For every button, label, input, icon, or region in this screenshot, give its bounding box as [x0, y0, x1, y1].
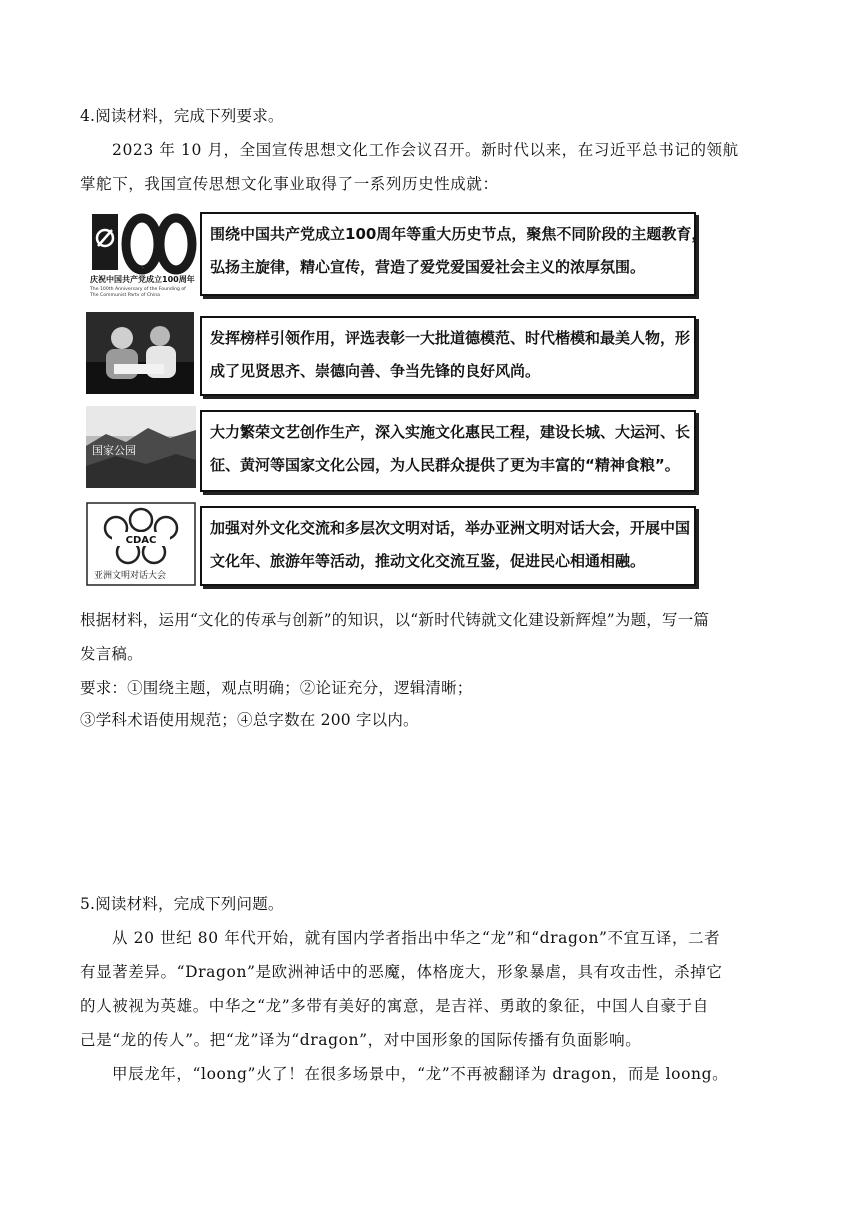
centenary-caption-en-2: The Communist Party of China: [90, 293, 160, 296]
achievement-3-line-1: 大力繁荣文艺创作生产，深入实施文化惠民工程，建设长城、大运河、长: [210, 423, 691, 441]
centenary-logo-image: [86, 208, 198, 296]
achievement-text-box-3: [200, 410, 696, 492]
achievement-2-line-2: 成了见贤思齐、崇德向善、争当先锋的良好风尚。: [210, 362, 541, 380]
question-5-paragraph-1-line-3: 的人被视为英雄。中华之“龙”多带有美好的寓意，是吉祥、勇敢的象征，中国人自豪于自: [80, 997, 709, 1015]
role-models-photo: [86, 312, 194, 394]
centenary-caption: 庆祝中国共产党成立100周年: [90, 275, 195, 284]
question-4-intro-line-1: 2023 年 10 月，全国宣传思想文化工作会议召开。新时代以来，在习近平总书记的领航: [112, 141, 739, 159]
achievement-row-4: [86, 502, 706, 590]
cdac-logo-image: [86, 502, 196, 586]
centenary-number: 100: [142, 268, 144, 269]
achievement-row-2: [86, 312, 706, 402]
achievement-2-line-1: 发挥榜样引领作用，评选表彰一大批道德模范、时代楷模和最美人物，形: [210, 329, 691, 347]
question-4-requirements-line-1: 要求：①围绕主题，观点明确；②论证充分，逻辑清晰；: [80, 679, 473, 697]
national-park-caption: 国家公园: [92, 444, 136, 457]
question-5-paragraph-1-line-2: 有显著差异。“Dragon”是欧洲神话中的恶魔，体格庞大，形象暴虐，具有攻击性，杀掉它: [80, 963, 723, 981]
achievement-1-line-2: 弘扬主旋律，精心宣传，营造了爱党爱国爱社会主义的浓厚氛围。: [210, 258, 646, 276]
achievement-text-box-4: [200, 506, 696, 586]
national-park-photo: [86, 406, 196, 488]
centenary-caption-en-1: The 100th Anniversary of the Founding of: [90, 287, 186, 292]
question-4-requirements-line-2: ③学科术语使用规范；④总字数在 200 字以内。: [80, 711, 419, 729]
achievement-4-line-1: 加强对外文化交流和多层次文明对话，举办亚洲文明对话大会，开展中国: [210, 519, 691, 537]
question-4-title: 4.阅读材料，完成下列要求。: [80, 107, 284, 125]
achievement-row-3: [86, 406, 706, 498]
achievement-3-line-2: 征、黄河等国家文化公园，为人民群众提供了更为丰富的“精神食粮”。: [210, 456, 680, 474]
cdac-caption: 亚洲文明对话大会: [94, 571, 167, 581]
question-5-title: 5.阅读材料，完成下列问题。: [80, 895, 284, 913]
achievement-1-line-1: 围绕中国共产党成立100周年等重大历史节点，聚焦不同阶段的主题教育，: [210, 225, 707, 243]
question-5-paragraph-1-line-1: 从 20 世纪 80 年代开始，就有国内学者指出中华之“龙”和“dragon”不宜互译，二者: [112, 929, 721, 947]
question-4-task-line-1: 根据材料，运用“文化的传承与创新”的知识，以“新时代铸就文化建设新辉煌”为题，写一篇: [80, 611, 710, 629]
question-4-intro-line-2: 掌舵下，我国宣传思想文化事业取得了一系列历史性成就：: [80, 175, 499, 193]
achievement-text-box-1: [200, 212, 707, 296]
achievement-row-1: [86, 208, 706, 304]
achievement-4-line-2: 文化年、旅游年等活动，推动文化交流互鉴，促进民心相通相融。: [210, 552, 646, 570]
question-4-task-line-2: 发言稿。: [80, 645, 143, 663]
question-5-paragraph-1-line-4: 己是“龙的传人”。把“龙”译为“dragon”，对中国形象的国际传播有负面影响。: [80, 1031, 642, 1049]
question-5-paragraph-2-line-1: 甲辰龙年，“loong”火了！在很多场景中，“龙”不再被翻译为 dragon，而是 loong。: [112, 1065, 729, 1083]
cdac-logo-text: CDAC: [125, 535, 157, 546]
achievement-text-box-2: [200, 316, 696, 396]
